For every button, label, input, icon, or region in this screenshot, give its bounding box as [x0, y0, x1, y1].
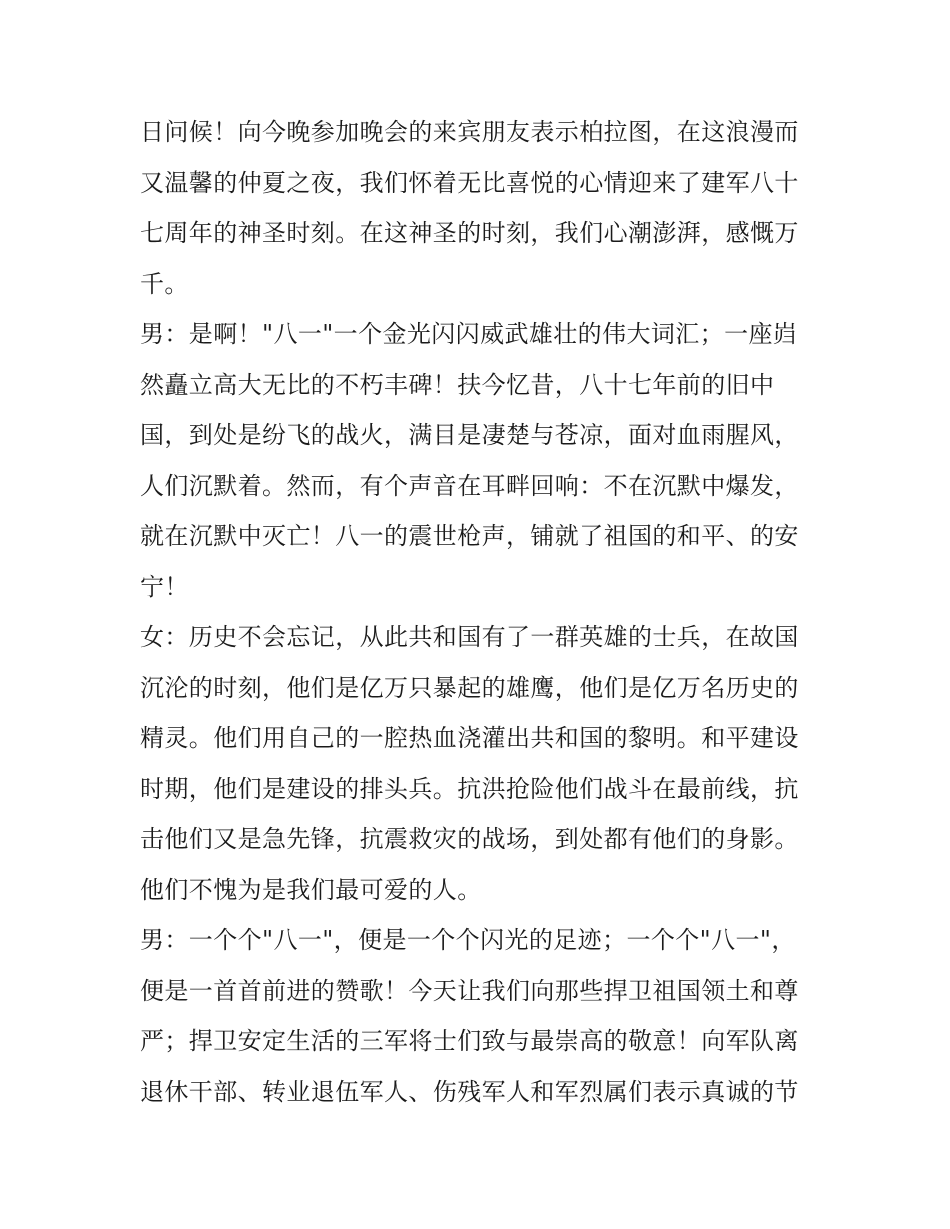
text-line: 千。 [140, 269, 189, 298]
text-line: 然矗立高大无比的不朽丰碑！扶今忆昔，八十七年前的旧中 [140, 370, 775, 399]
speech-text [140, 107, 815, 1117]
text-line: 时期，他们是建设的排头兵。抗洪抢险他们战斗在最前线，抗 [140, 774, 799, 803]
text-line: 男：一个个"八一"，便是一个个闪光的足迹；一个个"八一"， [140, 926, 796, 954]
text-line: 就在沉默中灭亡！八一的震世枪声，铺就了祖国的和平、的安 [140, 522, 799, 550]
text-line: 严；捍卫安定生活的三军将士们致与最崇高的敬意！向军队离 [140, 1027, 799, 1055]
text-line: 击他们又是急先锋，抗震救灾的战场，到处都有他们的身影。 [140, 825, 799, 853]
text-line: 又温馨的仲夏之夜，我们怀着无比喜悦的心情迎来了建军八十 [140, 168, 799, 197]
text-line: 退休干部、转业退伍军人、伤残军人和军烈属们表示真诚的节 [140, 1077, 799, 1106]
text-line: 精灵。他们用自己的一腔热血浇灌出共和国的黎明。和平建设 [140, 724, 799, 752]
text-line: 国，到处是纷飞的战火，满目是凄楚与苍凉，面对血雨腥风， [140, 421, 799, 449]
text-line: 女：历史不会忘记，从此共和国有了一群英雄的士兵，在故国 [140, 623, 799, 651]
text-line: 男：是啊！"八一"一个金光闪闪威武雄壮的伟大词汇；一座岿 [140, 320, 798, 348]
text-line: 日问候！向今晚参加晚会的来宾朋友表示柏拉图，在这浪漫而 [140, 118, 799, 146]
text-line: 便是一首首前进的赞歌！今天让我们向那些捍卫祖国领土和尊 [140, 976, 799, 1005]
text-line: 沉沦的时刻，他们是亿万只暴起的雄鹰，他们是亿万名历史的 [140, 673, 799, 702]
text-line: 七周年的神圣时刻。在这神圣的时刻，我们心潮澎湃，感慨万 [140, 219, 799, 247]
text-line: 他们不愧为是我们最可爱的人。 [140, 875, 482, 904]
text-line: 宁！ [140, 572, 189, 601]
text-line: 人们沉默着。然而，有个声音在耳畔回响：不在沉默中爆发， [140, 471, 799, 500]
